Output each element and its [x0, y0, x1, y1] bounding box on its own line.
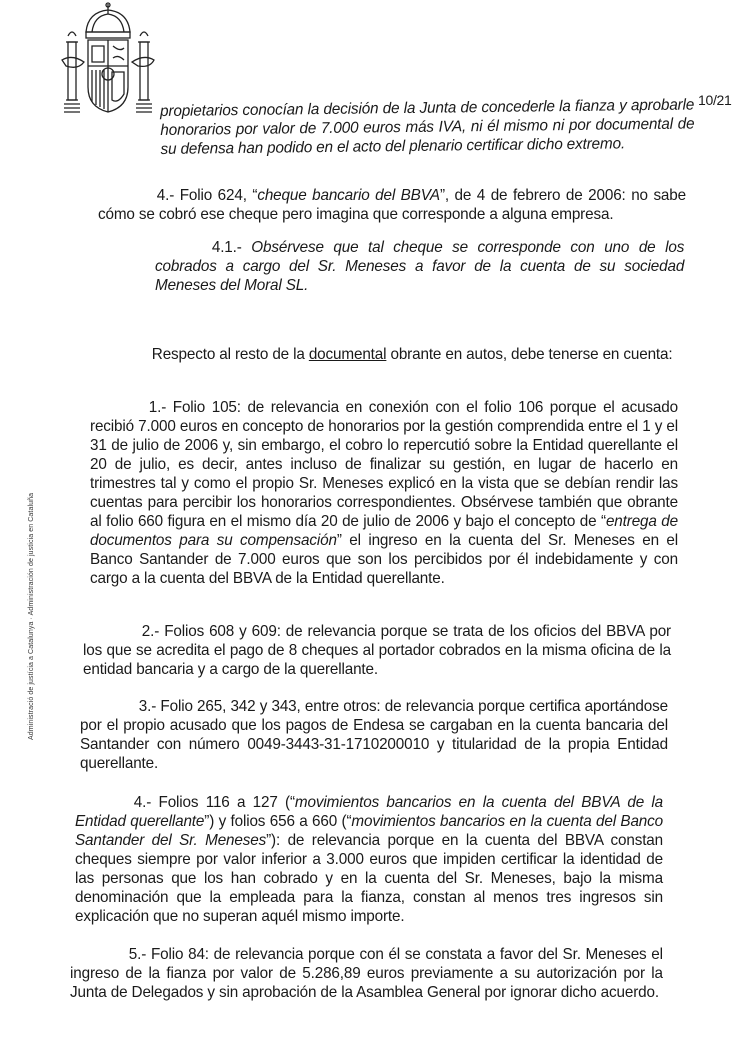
- item-italic: cheque bancario del BBVA: [257, 187, 440, 204]
- intro-underlined: documental: [308, 346, 387, 363]
- item-text: 3.- Folio 265, 342 y 343, entre otros: de relevancia porque certifica aportándose por el propio acusado que los pagos de Endesa se cargaban en la cuenta bancaria del Santander con número 0049-3443-31-1710200010 y titularidad de la propia Entidad querellante.: [80, 698, 669, 772]
- paragraph-continuation: [160, 95, 695, 159]
- paragraph-item-3: [80, 697, 668, 773]
- item-rest: ”): de relevancia porque en la cuenta del BBVA constan cheques siempre por valor inferior a 3.000 euros que impiden certificar la identidad de las personas que los han cobrado y en la cuenta del Sr. Meneses, bajo la misma denominación que la empleada para la fianza, constan al menos tres ingresos sin explicación que no superan aquél mismo importe.: [75, 832, 664, 925]
- paragraph-item-5: [70, 945, 663, 1002]
- paragraph-item-1: [90, 398, 678, 588]
- item-lead: 4.- Folio 624, “: [156, 187, 258, 204]
- item-mid: ”) y folios 656 a 660 (“: [204, 813, 352, 830]
- item-text: 2.- Folios 608 y 609: de relevancia porque se trata de los oficios del BBVA por los que se acredita el pago de 8 cheques al portador cobrados en la misma oficina de la entidad bancaria y a cargo de la querellante.: [83, 623, 672, 678]
- paragraph-intro: [93, 345, 681, 364]
- intro-before: Respecto al resto de la: [151, 346, 309, 363]
- item-text: 5.- Folio 84: de relevancia porque con él se constata a favor del Sr. Meneses el ingreso de la fianza por valor de 5.286,89 euros previamente a su autorización por la Junta de Delegados y sin aprobación de la Asamblea General por ignorar dicho acuerdo.: [70, 946, 663, 1001]
- item-italic-a: movimientos bancarios en la cuenta del BBVA de la Entidad querellante: [75, 794, 663, 830]
- item-lead: 4.- Folios 116 a 127 (“: [133, 794, 295, 811]
- item-text-b: ” el ingreso en la cuenta del Sr. Meneses en el Banco Santander de 7.000 euros que son los percibidos por él indebidamente y con cargo a la cuenta del BBVA de la Entidad querellante.: [90, 532, 679, 587]
- coat-of-arms-icon: [58, 2, 158, 130]
- side-stamp: Administració de justícia a Catalunya · Administración de justicia en Cataluña: [28, 492, 35, 740]
- item-text-a: 1.- Folio 105: de relevancia en conexión con el folio 106 porque el acusado recibió 7.000 euros en concepto de honorarios por la gestión comprendida entre el 1 y el 31 de julio de 2006 y, sin embargo, el cobro lo repercutió sobre la Entidad querellante el 20 de julio, es decir, antes incluso de finalizar su gestión, en lugar de hacerlo en trimestres tal y como el propio Sr. Meneses explicó en la vista que se debían rendir las cuentas para percibir los honorarios correspondientes. Obsérvese también que obrante al folio 660 figura en el mismo día 20 de julio de 2006 y bajo el concepto de “: [90, 399, 679, 530]
- intro-after: obrante en autos, debe tenerse en cuenta:: [386, 346, 673, 363]
- item-rest: ”, de 4 de febrero de 2006: no sabe cómo se cobró ese cheque pero imagina que corresponde a alguna empresa.: [98, 187, 686, 223]
- item-lead: 4.1.-: [211, 239, 252, 256]
- item-italic: entrega de documentos para su compensación: [90, 513, 678, 549]
- paragraph-item-2: [83, 622, 671, 679]
- item-italic-b: movimientos bancarios en la cuenta del Banco Santander del Sr. Meneses: [75, 813, 664, 849]
- paragraph-item-4b: [75, 793, 663, 926]
- item-italic: Obsérvese que tal cheque se corresponde con uno de los cobrados a cargo del Sr. Meneses a favor de la cuenta de su sociedad Meneses del Moral SL.: [155, 239, 685, 294]
- paragraph-item-4-1: [155, 238, 684, 295]
- page-number: 10/21: [698, 92, 732, 108]
- paragraph-text: propietarios conocían la decisión de la Junta de concederle la fianza y aprobarle honorarios por valor de 7.000 euros más IVA, ni él mismo ni por documental de su defensa han podido en el acto del plenario certificar dicho extremo.: [160, 96, 695, 158]
- paragraph-item-4: [98, 186, 686, 224]
